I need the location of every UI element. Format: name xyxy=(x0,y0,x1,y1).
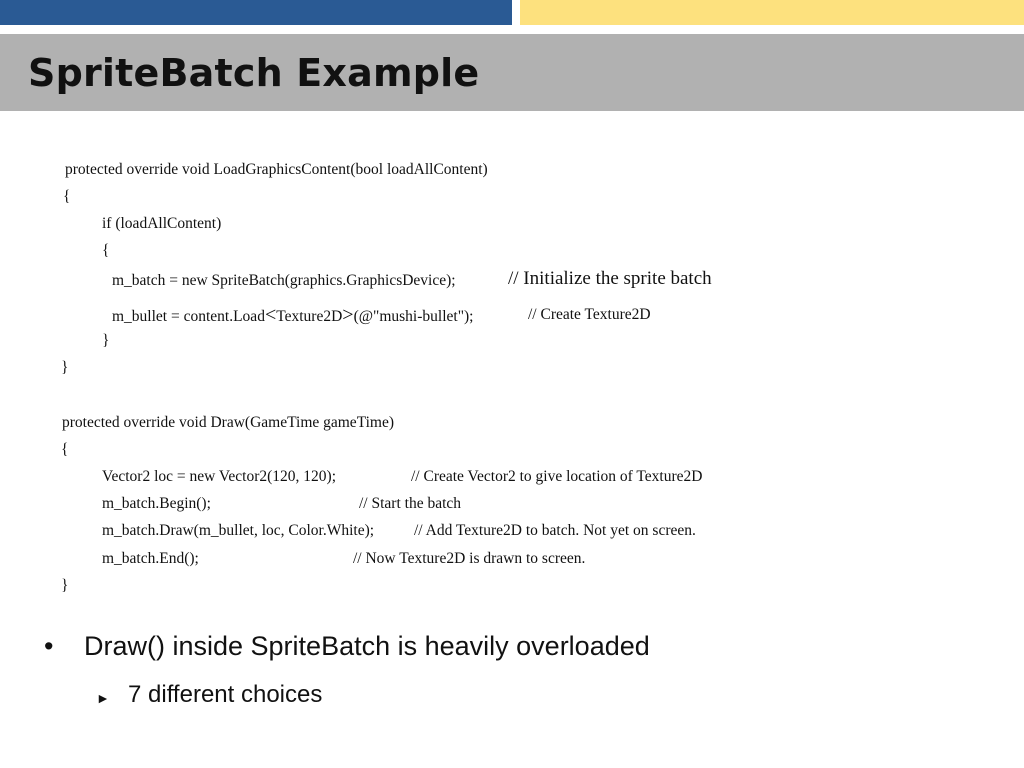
code-comment: // Initialize the sprite batch xyxy=(508,268,712,289)
angle-bracket-close: > xyxy=(342,304,354,326)
bullet-text: Draw() inside SpriteBatch is heavily overloaded xyxy=(84,631,650,661)
code-line: { xyxy=(63,188,71,205)
code-text: m_batch = new SpriteBatch(graphics.GraphicsDevice); xyxy=(112,272,456,289)
code-line xyxy=(112,271,456,291)
code-line: { xyxy=(102,242,110,259)
code-line: m_batch.Draw(m_bullet, loc, Color.White); xyxy=(102,522,375,539)
code-comment: // Create Texture2D xyxy=(528,306,651,323)
code-line xyxy=(112,305,474,327)
code-line: } xyxy=(102,332,110,349)
code-line: m_batch.Begin(); xyxy=(102,495,211,512)
top-accent-bar-blue xyxy=(0,0,512,25)
code-comment: // Now Texture2D is drawn to screen. xyxy=(353,550,586,567)
top-accent-bar-yellow xyxy=(520,0,1024,25)
code-line: { xyxy=(61,441,69,458)
bullet-dot-icon: • xyxy=(44,631,54,661)
code-text: Texture2D xyxy=(276,308,343,325)
code-comment: // Start the batch xyxy=(359,495,462,512)
code-line: Vector2 loc = new Vector2(120, 120); xyxy=(102,468,337,485)
code-comment: // Add Texture2D to batch. Not yet on screen. xyxy=(414,522,696,539)
triangle-right-icon: ► xyxy=(96,690,110,706)
code-line: } xyxy=(61,577,69,594)
slide-title: SpriteBatch Example xyxy=(28,51,480,95)
code-text: (@"mushi-bullet"); xyxy=(353,308,474,325)
angle-bracket-open: < xyxy=(264,304,277,326)
code-text: m_bullet = content.Load xyxy=(112,308,265,325)
sub-bullet-text: 7 different choices xyxy=(128,681,323,708)
code-line: } xyxy=(61,359,69,376)
code-line: if (loadAllContent) xyxy=(102,215,222,232)
code-line: protected override void LoadGraphicsContent(bool loadAllContent) xyxy=(65,161,488,178)
code-line: m_batch.End(); xyxy=(102,550,199,567)
code-comment: // Create Vector2 to give location of Texture2D xyxy=(411,468,703,485)
code-line: protected override void Draw(GameTime gameTime) xyxy=(62,414,395,431)
